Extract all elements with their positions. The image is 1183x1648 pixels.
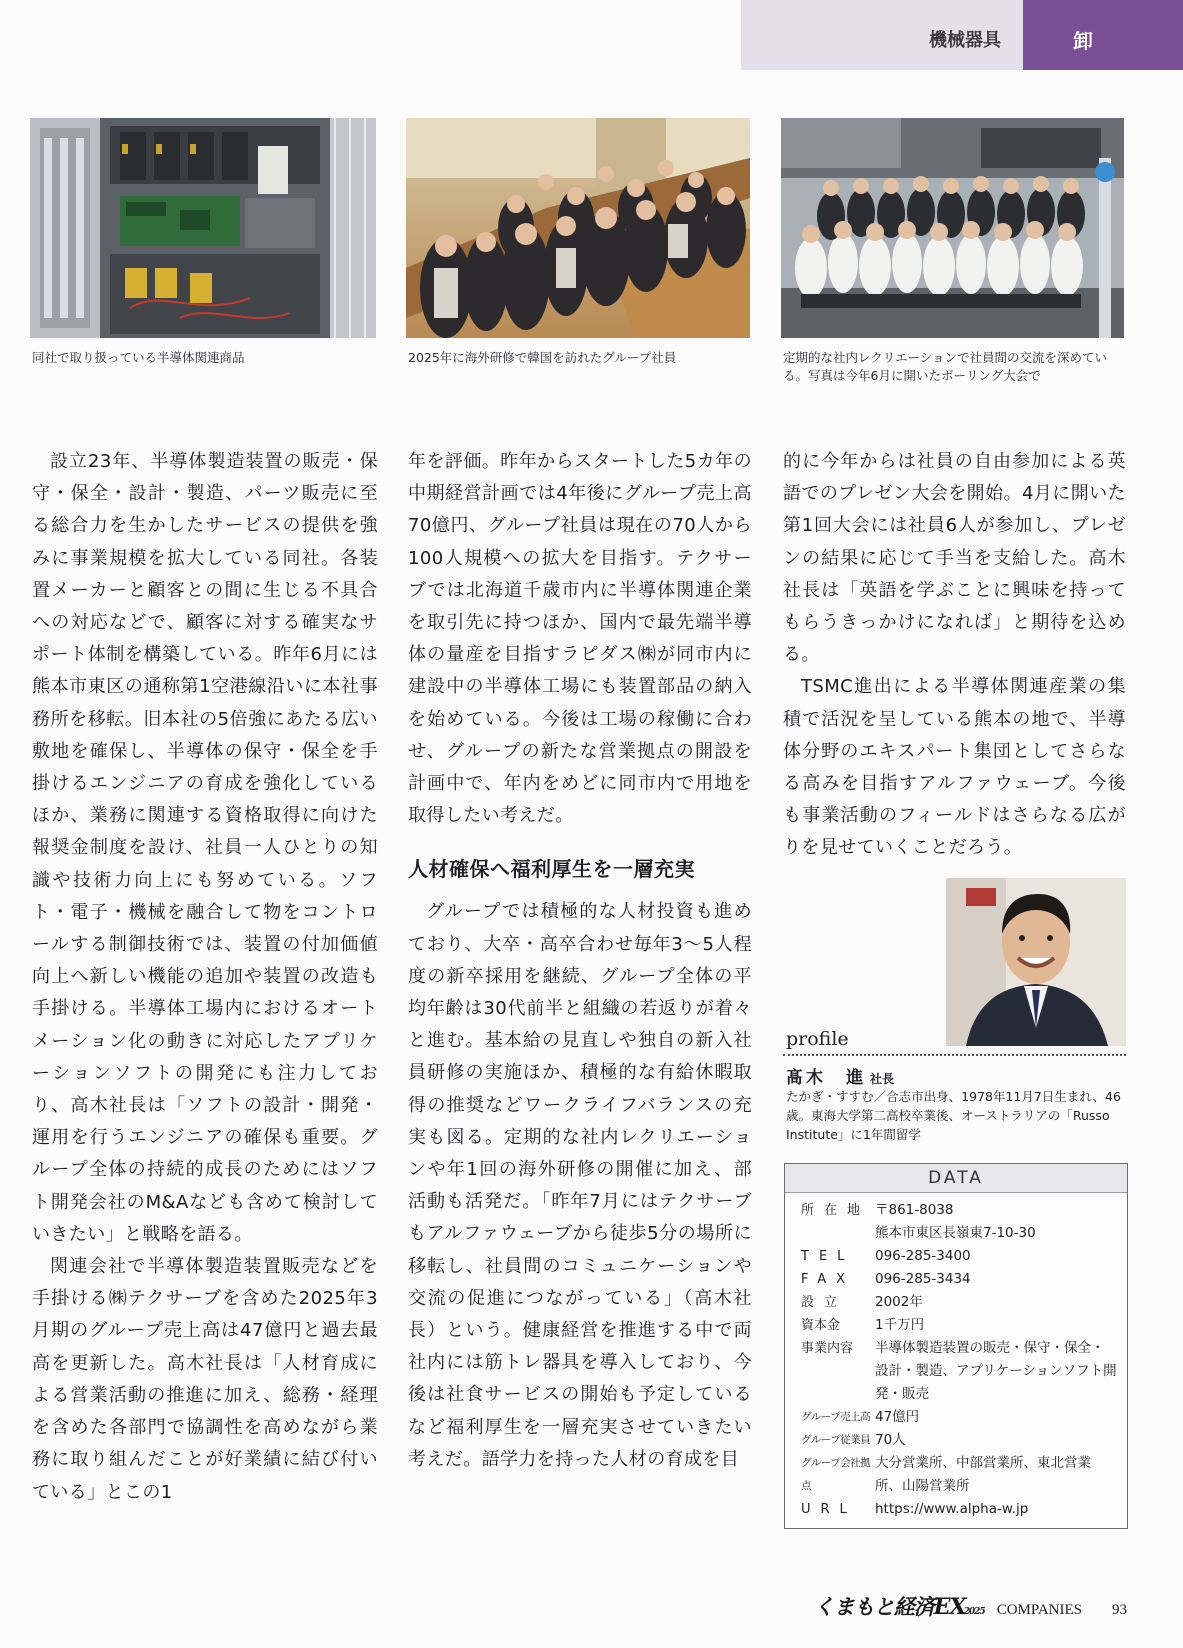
data-key: 資本金 [801,1318,841,1333]
data-value: 半導体製造装置の販売・保守・保全・ [875,1340,1105,1356]
magazine-logo [814,1591,985,1621]
data-key: 設立 [801,1295,848,1310]
photo-bowling-event [781,118,1124,338]
data-key: グループ従業員 [801,1434,871,1446]
page-number: 93 [1112,1602,1127,1618]
section-subheading: 人材確保へ福利厚生を一層充実 [408,857,695,882]
data-value: 大分営業所、中部営業所、東北営業 [875,1455,1091,1471]
footer-label: COMPANIES [996,1602,1082,1618]
logo-year: 2025 [963,1607,985,1617]
logo-ex: EX [933,1594,966,1620]
page-footer [814,1591,1127,1621]
data-key: TEL [801,1249,855,1264]
profile-name-line [786,1063,894,1088]
profile-name: 髙木 進 [786,1068,866,1088]
profile-role: 社長 [870,1072,895,1086]
data-value: 096-285-3400 [875,1248,971,1264]
data-value: 発・販売 [875,1386,929,1402]
category-tag: 卸 [1023,0,1183,70]
data-row-business [801,1337,1117,1406]
data-row-group-employees [801,1429,1117,1452]
data-key: 所在地 [801,1203,871,1218]
article-column-1 [32,446,378,1509]
article-paragraph: グループでは積極的な人材投資も進めており、大卒・高卒合わせ毎年3～5人程度の新卒採用を継続、グループ全体の平均年齢は30代前半と組織の若返りが着々と進む。基本給の見直しや独自の新入社員研修の実施ほか、積極的な有給休暇取得の推奨などワークライフバランスの充実も図る。定期的な社内レクリエーションや年1回の海外研修の開催に加え、部活動も活発だ。「昨年7月にはテクサーブもアルファウェーブから徒歩5分の場所に移転し、社員間のコミュニケーションや交流の促進につながっている」（高木社長）という。健康経営を推進する中で両社内には筋トレ器具を導入しており、今後は社食サービスの開始も予定しているなど福利厚生を一層充実させていきたい考えだ。語学力を持った人材の育成を目 [408,901,752,1470]
data-key: FAX [801,1272,856,1287]
data-row-url [801,1498,1117,1521]
data-key: グループ売上高 [801,1411,871,1423]
category-label: 機械器具 [741,0,1023,70]
data-value: 2002年 [875,1294,923,1310]
section-header [741,0,1183,70]
data-value: 設計・製造、アプリケーションソフト開 [875,1363,1117,1379]
president-portrait [946,878,1126,1046]
photo-caption-2: 2025年に海外研修で韓国を訪れたグループ社員 [408,350,677,365]
data-value: 熊本市東区長嶺東7-10-30 [875,1225,1036,1241]
profile-bio: たかぎ・すすむ／合志市出身、1978年11月7日生まれ、46歳。東海大学第二高校卒業後、オーストラリアの「Russo Institute」に1年間留学 [786,1089,1121,1142]
article-column-2 [408,446,752,1476]
article-paragraph: 関連会社で半導体製造装置販売などを手掛ける㈱テクサーブを含めた2025年3月期のグループ売上高は47億円と過去最高を更新した。高木社長は「人材育成による営業活動の推進に加え、総務・経理を含めた各部門で協調性を高めながら業務に取り組んだことが好業績に結び付いている」とこの1 [32,1256,378,1503]
company-data-box [784,1163,1128,1529]
data-value: 1千万円 [875,1317,925,1333]
article-paragraph: 年を評価。昨年からスタートした5カ年の中期経営計画では4年後にグループ売上高70億円、グループ社員は現在の70人から100人規模への拡大を目指す。テクサーブでは北海道千歳市内に半導体関連企業を取引先に持つほか、国内で最先端半導体の量産を目指すラピダス㈱が同市内に建設中の半導体工場にも装置部品の納入を始めている。今後は工場の稼働に合わせ、グループの新たな営業拠点の開設を計画中で、年内をめどに同市内で用地を取得したい考えだ。 [408,451,752,827]
data-value: 〒861-8038 [875,1202,954,1218]
data-value: 47億円 [875,1409,920,1425]
photo-group-korea [406,118,750,338]
data-key: URL [801,1502,857,1517]
data-row-capital [801,1314,1117,1337]
article-column-3 [783,446,1126,865]
data-row-group-offices [801,1452,1117,1498]
company-url-link[interactable]: https://www.alpha-w.jp [875,1501,1029,1517]
data-value: 所、山陽営業所 [875,1478,970,1494]
data-row-established [801,1291,1117,1314]
photo-caption-3: 定期的な社内レクリエーションで社員間の交流を深めている。写真は今年6月に開いたボーリング大会で [783,350,1108,383]
data-value: 096-285-3434 [875,1271,971,1287]
article-paragraph: 的に今年からは社員の自由参加による英語でのプレゼン大会を開始。4月に開いた第1回大会には社員6人が参加し、プレゼンの結果に応じて手当を支給した。高木社長は「英語を学ぶことに興味を持ってもらうきっかけになれば」と期待を込める。 [783,451,1126,666]
logo-text: くまもと経済 [813,1594,934,1619]
data-row-fax [801,1268,1117,1291]
photo-equipment [30,118,376,338]
data-row-address [801,1199,1117,1245]
profile-divider [783,1054,1126,1056]
data-key: グループ会社拠点 [801,1457,871,1492]
profile-heading: profile [786,1028,849,1050]
data-box-title: DATA [785,1164,1127,1193]
data-key: 事業内容 [801,1341,854,1356]
data-row-group-sales [801,1406,1117,1429]
data-value: 70人 [875,1432,906,1448]
photo-caption-1: 同社で取り扱っている半導体関連商品 [32,350,245,365]
article-paragraph: 設立23年、半導体製造装置の販売・保守・保全・設計・製造、パーツ販売に至る総合力を生かしたサービスの提供を強みに事業規模を拡大している同社。各装置メーカーと顧客との間に生じる不具合への対応などで、顧客に対する確実なサポート体制を構築している。昨年6月には熊本市東区の通称第1空港線沿いに本社事務所を移転。旧本社の5倍強にあたる広い敷地を確保し、半導体の保守・保全を手掛けるエンジニアの育成を強化しているほか、業務に関連する資格取得に向けた報奨金制度を設け、社員一人ひとりの知識や技術力向上にも努めている。ソフト・電子・機械を融合して物をコントロールする制御技術では、装置の付加価値向上へ新しい機能の追加や装置の改造も手掛ける。半導体工場内におけるオートメーション化の動きに対応したアプリケーションソフトの開発にも注力しており、高木社長は「ソフトの設計・開発・運用を行うエンジニアの確保も重要。グループ全体の持続的成長のためにはソフト開発会社のM&Aなども含めて検討していきたい」と戦略を語る。 [32,451,378,1245]
data-row-tel [801,1245,1117,1268]
article-paragraph: TSMC進出による半導体関連産業の集積で活況を呈している熊本の地で、半導体分野のエキスパート集団としてさらなる高みを目指すアルファウェーブ。今後も事業活動のフィールドはさらなる広がりを見せていくことだろう。 [783,676,1126,859]
